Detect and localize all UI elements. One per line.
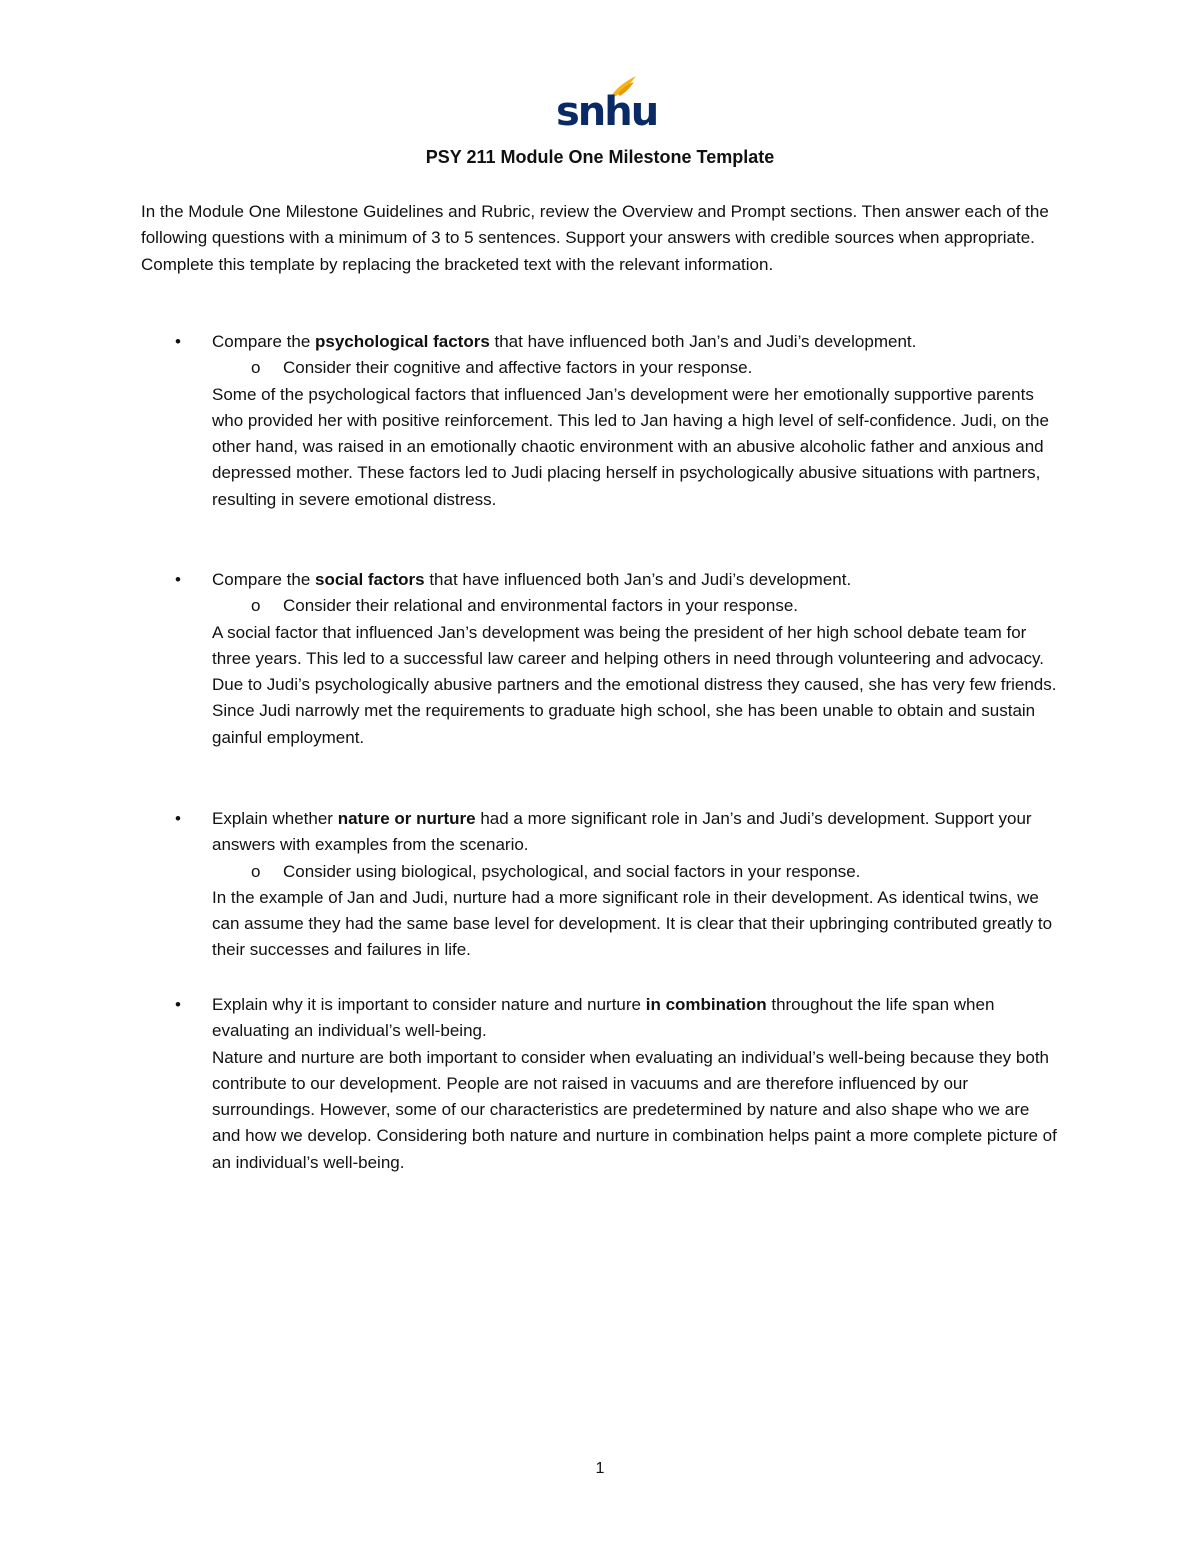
question-text: Compare the psychological factors that have influenced both Jan’s and Judi’s development.: [212, 332, 917, 351]
sub-bullet-icon: o: [251, 358, 261, 378]
answer-text: Nature and nurture are both important to consider when evaluating an individual’s well-being because they both contribute to our development. People are not raised in vacuums and are therefore influenced by our surroundings. However, some of our characteristics are predetermined by nature and also shape who we are and how we develop. Considering both nature and nurture in combination helps paint a more complete picture of an individual’s well-being.: [212, 1047, 1057, 1172]
answer-text: In the example of Jan and Judi, nurture had a more significant role in their development. As identical twins, we can assume they had the same base level for development. It is clear that their upbringing contributed greatly to their successes and failures in life.: [212, 887, 1053, 960]
bullet-icon: •: [175, 570, 181, 589]
answer-text: Some of the psychological factors that influenced Jan’s development were her emotionally supportive parents who provided her with positive reinforcement. This led to Jan having a high level of self-confidence. Judi, on the other hand, was raised in an emotionally chaotic environment with an abusive alcoholic father and anxious and depressed mother. These factors led to Judi placing herself in psychologically abusive situations with partners, resulting in severe emotional distress.: [212, 384, 1049, 509]
question-text: Explain why it is important to consider nature and nurture in combination throughout the life span when evaluating an individual’s well-being.: [212, 995, 995, 1041]
question-section-4: [141, 992, 1061, 1176]
intro-paragraph: In the Module One Milestone Guidelines and Rubric, review the Overview and Prompt sections. Then answer each of the following questions with a minimum of 3 to 5 sentences. Support your answers with credible sources when appropriate. Complete this template by replacing the bracketed text with the relevant information.: [141, 202, 1049, 274]
question-section-2: [141, 567, 1061, 751]
question-text: Compare the social factors that have influenced both Jan’s and Judi’s development.: [212, 570, 852, 589]
snhu-logo: [556, 74, 658, 135]
document-title: PSY 211 Module One Milestone Template: [425, 147, 775, 167]
sub-prompt: o Consider their relational and environmental factors in your response.: [283, 593, 1061, 619]
page-number: 1: [595, 1460, 605, 1477]
question-text: Explain whether nature or nurture had a more significant role in Jan’s and Judi’s development. Support your answers with examples from the scenario.: [212, 809, 1032, 855]
bullet-icon: •: [175, 332, 181, 351]
sub-bullet-icon: o: [251, 861, 261, 881]
bullet-icon: •: [175, 995, 181, 1014]
logo-text: snhu: [556, 89, 658, 135]
sub-bullet-icon: o: [251, 596, 261, 616]
question-section-3: [141, 806, 1061, 964]
answer-text: A social factor that influenced Jan’s development was being the president of her high school debate team for three years. This led to a successful law career and helping others in need through volunteering and advocacy. Due to Judi’s psychologically abusive partners and the emotional distress they caused, she has very few friends. Since Judi narrowly met the requirements to graduate high school, she has been unable to obtain and sustain gainful employment.: [212, 622, 1057, 747]
question-section-1: [141, 329, 1061, 513]
sub-prompt: o Consider their cognitive and affective factors in your response.: [283, 355, 1061, 381]
sub-prompt: o Consider using biological, psychological, and social factors in your response.: [283, 859, 1061, 885]
bullet-icon: •: [175, 809, 181, 828]
